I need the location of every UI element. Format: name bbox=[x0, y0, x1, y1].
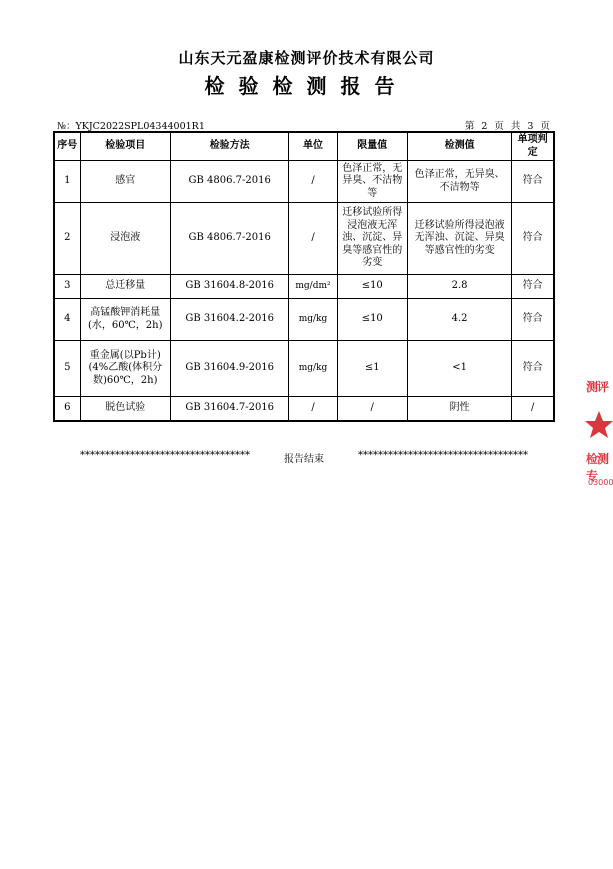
company-name: 山东天元盈康检测评价技术有限公司 bbox=[178, 49, 435, 67]
cell-limit: ≤10 bbox=[337, 299, 407, 341]
cell-unit: mg/kg bbox=[289, 341, 337, 397]
cell-unit: mg/kg bbox=[289, 299, 337, 341]
stars-right: ********************************** bbox=[358, 450, 528, 461]
cell-judge: 符合 bbox=[512, 275, 554, 299]
header-item: 检验项目 bbox=[80, 132, 170, 161]
cell-item: 脱色试验 bbox=[80, 397, 170, 421]
table-row bbox=[54, 161, 554, 203]
cell-no: 6 bbox=[54, 397, 80, 421]
cell-result: <1 bbox=[407, 341, 511, 397]
report-end bbox=[80, 450, 528, 465]
report-end-text: 报告结束 bbox=[284, 454, 324, 465]
header-judge: 单项判定 bbox=[512, 132, 554, 161]
cell-limit: ≤10 bbox=[337, 275, 407, 299]
inspection-table bbox=[53, 131, 555, 422]
cell-method: GB 31604.8-2016 bbox=[170, 275, 288, 299]
cell-judge: 符合 bbox=[512, 203, 554, 275]
cell-result: 阴性 bbox=[407, 397, 511, 421]
cell-result: 2.8 bbox=[407, 275, 511, 299]
cell-method: GB 31604.9-2016 bbox=[170, 341, 288, 397]
seal-star-icon bbox=[584, 410, 613, 440]
cell-result: 迁移试验所得浸泡液无浑浊、沉淀、异臭等感官性的劣变 bbox=[407, 203, 511, 275]
seal-code: 03000 bbox=[588, 478, 613, 487]
cell-no: 1 bbox=[54, 161, 80, 203]
seal-text-mid: 检测专 bbox=[586, 452, 609, 483]
seal-text-top: 测评 bbox=[586, 380, 609, 394]
cell-unit: / bbox=[289, 397, 337, 421]
cell-result: 色泽正常，无异臭、不洁物等 bbox=[407, 161, 511, 203]
stamp-seal bbox=[578, 370, 613, 495]
cell-item: 浸泡液 bbox=[80, 203, 170, 275]
header-result: 检测值 bbox=[407, 132, 511, 161]
cell-limit: ≤1 bbox=[337, 341, 407, 397]
cell-method: GB 31604.7-2016 bbox=[170, 397, 288, 421]
cell-limit: 色泽正常，无异臭、不洁物等 bbox=[337, 161, 407, 203]
cell-limit: / bbox=[337, 397, 407, 421]
table-row bbox=[54, 203, 554, 275]
header-no: 序号 bbox=[54, 132, 80, 161]
cell-item: 重金属(以Pb计)(4%乙酸(体积分数)60℃，2h) bbox=[80, 341, 170, 397]
cell-method: GB 4806.7-2016 bbox=[170, 203, 288, 275]
cell-limit: 迁移试验所得浸泡液无浑浊、沉淀、异臭等感官性的劣变 bbox=[337, 203, 407, 275]
table-row bbox=[54, 397, 554, 421]
report-title: 检验检测报告 bbox=[204, 74, 409, 98]
cell-no: 2 bbox=[54, 203, 80, 275]
cell-item: 高锰酸钾消耗量(水，60℃，2h) bbox=[80, 299, 170, 341]
table-row bbox=[54, 275, 554, 299]
cell-judge: 符合 bbox=[512, 299, 554, 341]
page-info: 第 2 页 共 3 页 bbox=[464, 121, 552, 132]
table-header-row bbox=[54, 132, 554, 161]
cell-no: 4 bbox=[54, 299, 80, 341]
table-row bbox=[54, 299, 554, 341]
cell-judge: / bbox=[512, 397, 554, 421]
cell-no: 5 bbox=[54, 341, 80, 397]
cell-item: 总迁移量 bbox=[80, 275, 170, 299]
cell-judge: 符合 bbox=[512, 161, 554, 203]
header-limit: 限量值 bbox=[337, 132, 407, 161]
header-method: 检验方法 bbox=[170, 132, 288, 161]
cell-item: 感官 bbox=[80, 161, 170, 203]
cell-result: 4.2 bbox=[407, 299, 511, 341]
cell-method: GB 4806.7-2016 bbox=[170, 161, 288, 203]
report-number: №：YKJC2022SPL04344001R1 bbox=[57, 121, 205, 132]
cell-no: 3 bbox=[54, 275, 80, 299]
cell-unit: mg/dm² bbox=[289, 275, 337, 299]
cell-unit: / bbox=[289, 161, 337, 203]
header-unit: 单位 bbox=[289, 132, 337, 161]
cell-unit: / bbox=[289, 203, 337, 275]
stars-left: ********************************** bbox=[80, 450, 250, 461]
cell-judge: 符合 bbox=[512, 341, 554, 397]
cell-method: GB 31604.2-2016 bbox=[170, 299, 288, 341]
table-row bbox=[54, 341, 554, 397]
